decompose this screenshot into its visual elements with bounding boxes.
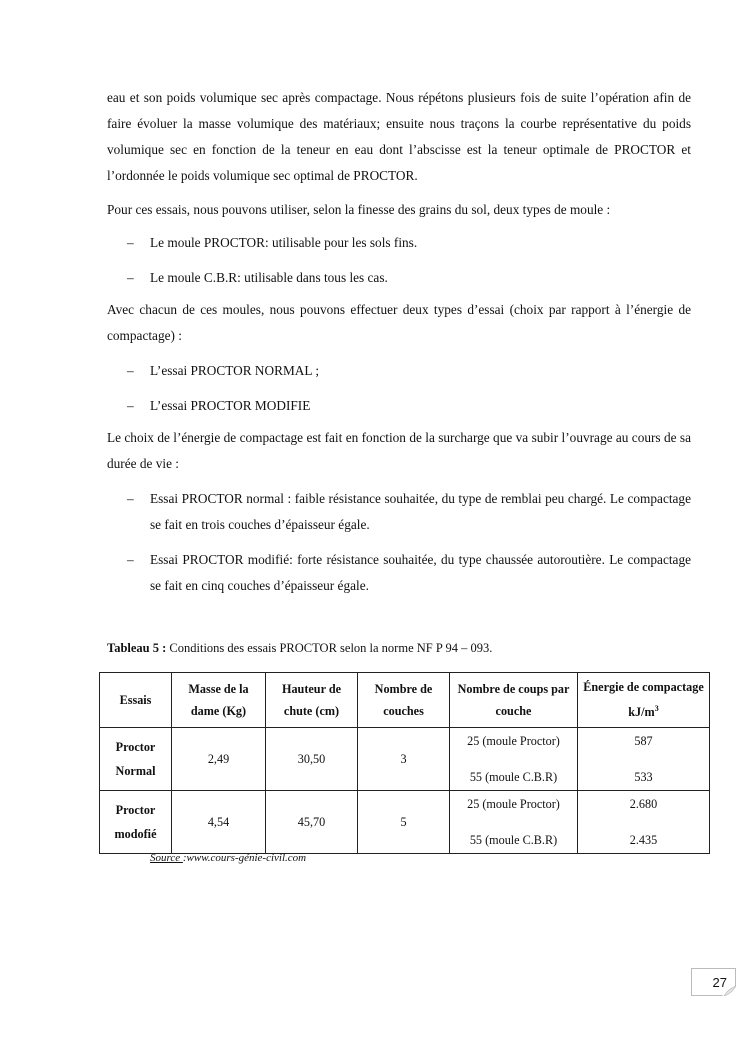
list-item bbox=[127, 230, 691, 256]
table-row bbox=[100, 791, 710, 854]
page-curl-icon bbox=[722, 986, 736, 996]
bullet-dash: – bbox=[127, 552, 134, 567]
table-header-row bbox=[100, 673, 710, 728]
cell-coups bbox=[450, 791, 578, 854]
list-item-text: L’essai PROCTOR MODIFIE bbox=[150, 398, 311, 413]
list-item-text: Le moule PROCTOR: utilisable pour les sols fins. bbox=[150, 235, 418, 250]
cell-couches: 5 bbox=[358, 791, 450, 854]
paragraph-mould-types: Pour ces essais, nous pouvons utiliser, selon la finesse des grains du sol, deux types de moule : bbox=[107, 202, 611, 217]
cell-coups-cbr: 55 (moule C.B.R) bbox=[469, 833, 558, 847]
header-energie-exponent: 3 bbox=[654, 704, 659, 714]
cell-energie bbox=[578, 791, 710, 854]
cell-couches: 3 bbox=[358, 728, 450, 791]
table-source bbox=[150, 852, 306, 864]
cell-coups-proctor: 25 (moule Proctor) bbox=[467, 734, 560, 748]
cell-coups-proctor: 25 (moule Proctor) bbox=[467, 797, 560, 811]
list-item bbox=[127, 486, 691, 538]
header-nombre-couches: Nombre de couches bbox=[358, 673, 450, 728]
paragraph-energy-choice: Le choix de l’énergie de compactage est fait en fonction de la surcharge que va subir l’ouvrage au cours de sa durée de vie : bbox=[107, 430, 691, 471]
list-item bbox=[127, 393, 691, 419]
cell-energie-cbr: 533 bbox=[634, 770, 653, 784]
list-item bbox=[127, 358, 691, 384]
header-energie bbox=[578, 673, 710, 728]
table-caption-text: Conditions des essais PROCTOR selon la norme NF P 94 – 093. bbox=[166, 641, 493, 655]
cell-masse: 4,54 bbox=[172, 791, 266, 854]
header-nombre-coups: Nombre de coups par couche bbox=[450, 673, 578, 728]
proctor-conditions-table bbox=[99, 672, 710, 854]
list-item-text: Le moule C.B.R: utilisable dans tous les cas. bbox=[150, 270, 388, 285]
cell-essai: Proctor modofié bbox=[100, 791, 172, 854]
table-caption bbox=[107, 638, 707, 658]
list-item-text: L’essai PROCTOR NORMAL ; bbox=[150, 363, 320, 378]
page-number-box bbox=[691, 968, 736, 996]
list-item bbox=[127, 547, 691, 599]
cell-hauteur: 45,70 bbox=[266, 791, 358, 854]
bullet-dash: – bbox=[127, 363, 134, 378]
header-energie-label: Énergie de compactage kJ/m bbox=[583, 680, 704, 720]
cell-hauteur: 30,50 bbox=[266, 728, 358, 791]
page-number: 27 bbox=[712, 975, 727, 990]
list-item bbox=[127, 265, 691, 291]
cell-energie-proctor: 2.680 bbox=[629, 797, 658, 811]
cell-masse: 2,49 bbox=[172, 728, 266, 791]
table-row bbox=[100, 728, 710, 791]
header-masse: Masse de la dame (Kg) bbox=[172, 673, 266, 728]
paragraph-proctor-method: eau et son poids volumique sec après compactage. Nous répétons plusieurs fois de suite l’opération afin de faire évoluer la masse volumique des matériaux; ensuite nous traçons la courbe représentative du poids volumique sec en fonction de la teneur en eau dont l’abscisse est la teneur optimale de PROCTOR et l’ordonnée le poids volumique sec optimal de PROCTOR. bbox=[107, 90, 691, 183]
bullet-dash: – bbox=[127, 491, 134, 506]
cell-energie-cbr: 2.435 bbox=[629, 833, 658, 847]
header-hauteur: Hauteur de chute (cm) bbox=[266, 673, 358, 728]
paragraph-test-types: Avec chacun de ces moules, nous pouvons effectuer deux types d’essai (choix par rapport à l’énergie de compactage) : bbox=[107, 302, 691, 343]
cell-energie bbox=[578, 728, 710, 791]
bullet-dash: – bbox=[127, 398, 134, 413]
bullet-dash: – bbox=[127, 270, 134, 285]
bullet-dash: – bbox=[127, 235, 134, 250]
list-item-text: Essai PROCTOR modifié: forte résistance souhaitée, du type chaussée autoroutière. Le compactage se fait en cinq couches d’épaisseur égale. bbox=[150, 552, 691, 593]
source-text: :www.cours-génie-civil.com bbox=[182, 852, 307, 864]
cell-essai: Proctor Normal bbox=[100, 728, 172, 791]
cell-energie-proctor: 587 bbox=[634, 734, 653, 748]
list-item-text: Essai PROCTOR normal : faible résistance souhaitée, du type de remblai peu chargé. Le compactage se fait en trois couches d’épaisseur égale. bbox=[150, 491, 691, 532]
table-caption-label: Tableau 5 : bbox=[107, 641, 167, 655]
header-essais: Essais bbox=[100, 673, 172, 728]
source-label: Source bbox=[150, 852, 183, 864]
cell-coups-cbr: 55 (moule C.B.R) bbox=[469, 770, 558, 784]
cell-coups bbox=[450, 728, 578, 791]
